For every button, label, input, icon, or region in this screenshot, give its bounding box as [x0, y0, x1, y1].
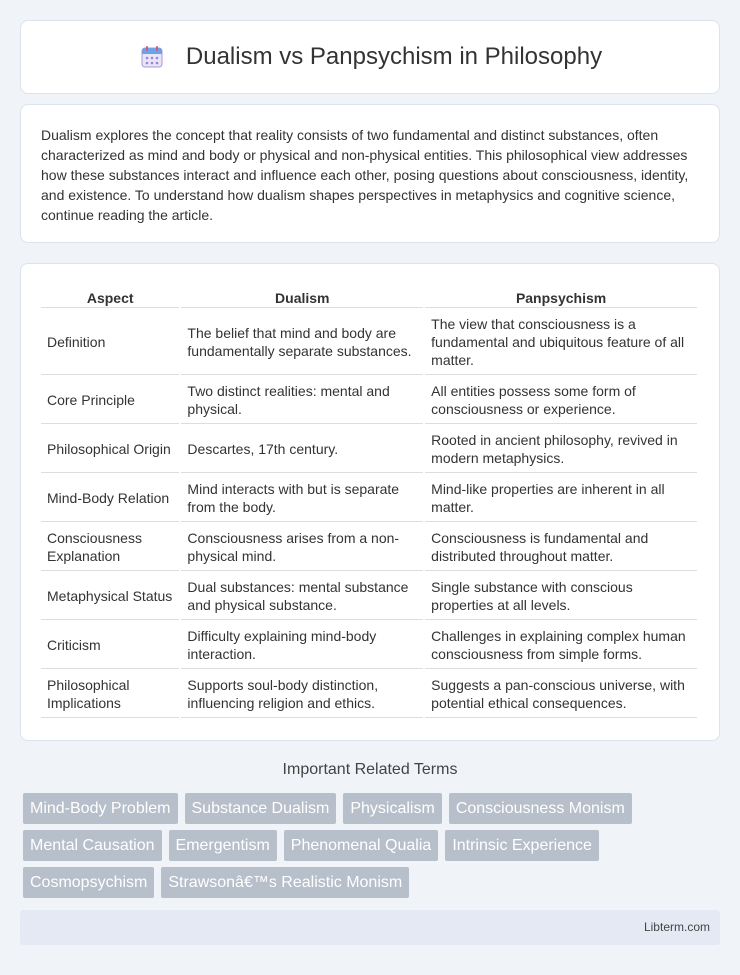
row-aspect: Metaphysical Status [41, 573, 179, 620]
tag-physicalism[interactable]: Physicalism [343, 793, 441, 824]
header-aspect: Aspect [41, 284, 179, 308]
row-panpsychism: Suggests a pan-conscious universe, with potential ethical consequences. [425, 671, 697, 718]
row-aspect: Definition [41, 310, 179, 375]
row-panpsychism: Rooted in ancient philosophy, revived in modern metaphysics. [425, 426, 697, 473]
table-row [41, 426, 697, 473]
row-dualism: Dual substances: mental substance and physical substance. [181, 573, 423, 620]
row-panpsychism: Mind-like properties are inherent in all matter. [425, 475, 697, 522]
table-row [41, 573, 697, 620]
row-dualism: Supports soul-body distinction, influencing religion and ethics. [181, 671, 423, 718]
row-aspect: Core Principle [41, 377, 179, 424]
row-dualism: Mind interacts with but is separate from the body. [181, 475, 423, 522]
row-dualism: The belief that mind and body are fundamentally separate substances. [181, 310, 423, 375]
header-panpsychism: Panpsychism [425, 284, 697, 308]
tag-row [23, 830, 723, 861]
row-aspect: Consciousness Explanation [41, 524, 179, 571]
tag-consciousness-monism[interactable]: Consciousness Monism [449, 793, 632, 824]
row-dualism: Descartes, 17th century. [181, 426, 423, 473]
tag-emergentism[interactable]: Emergentism [169, 830, 277, 861]
intro-card [20, 104, 720, 243]
row-aspect: Criticism [41, 622, 179, 669]
tag-mental-causation[interactable]: Mental Causation [23, 830, 162, 861]
row-dualism: Difficulty explaining mind-body interaction. [181, 622, 423, 669]
tag-mind-body-problem[interactable]: Mind-Body Problem [23, 793, 178, 824]
row-aspect: Mind-Body Relation [41, 475, 179, 522]
table-row [41, 671, 697, 718]
header-card [20, 20, 720, 94]
row-dualism: Consciousness arises from a non-physical mind. [181, 524, 423, 571]
related-terms-title: Important Related Terms [282, 761, 458, 778]
page-title: Dualism vs Panpsychism in Philosophy [185, 43, 603, 70]
table-row [41, 377, 697, 424]
row-panpsychism: Consciousness is fundamental and distributed throughout matter. [425, 524, 697, 571]
row-panpsychism: The view that consciousness is a fundamental and ubiquitous feature of all matter. [425, 310, 697, 375]
table-row [41, 310, 697, 375]
row-panpsychism: Single substance with conscious properties at all levels. [425, 573, 697, 620]
footer [20, 910, 720, 945]
intro-text: Dualism explores the concept that reality consists of two fundamental and distinct substances, often characterized as mind and body or physical and non-physical entities. This philosophical view addresses how these substances interact and influence each other, posing questions about consciousness, identity, and existence. To understand how dualism shapes perspectives in metaphysics and cognitive science, continue reading the article. [41, 127, 689, 223]
tag-cosmopsychism[interactable]: Cosmopsychism [23, 867, 154, 898]
tag-substance-dualism[interactable]: Substance Dualism [185, 793, 337, 824]
header-dualism: Dualism [181, 284, 423, 308]
tag-intrinsic-experience[interactable]: Intrinsic Experience [445, 830, 599, 861]
table-header-row [41, 284, 697, 308]
calendar-icon [138, 43, 166, 71]
row-panpsychism: Challenges in explaining complex human consciousness from simple forms. [425, 622, 697, 669]
related-terms-tags [23, 793, 723, 904]
table-row [41, 622, 697, 669]
comparison-card [20, 263, 720, 741]
tag-row [23, 867, 723, 898]
footer-site-link[interactable]: Libterm.com [643, 920, 710, 934]
table-row [41, 524, 697, 571]
table-row [41, 475, 697, 522]
row-aspect: Philosophical Origin [41, 426, 179, 473]
row-dualism: Two distinct realities: mental and physical. [181, 377, 423, 424]
comparison-table [39, 282, 699, 720]
tag-row [23, 793, 723, 824]
tag-phenomenal-qualia[interactable]: Phenomenal Qualia [284, 830, 439, 861]
row-panpsychism: All entities possess some form of consciousness or experience. [425, 377, 697, 424]
tag-strawsons-realistic-monism[interactable]: Strawsonâ€™s Realistic Monism [161, 867, 409, 898]
row-aspect: Philosophical Implications [41, 671, 179, 718]
